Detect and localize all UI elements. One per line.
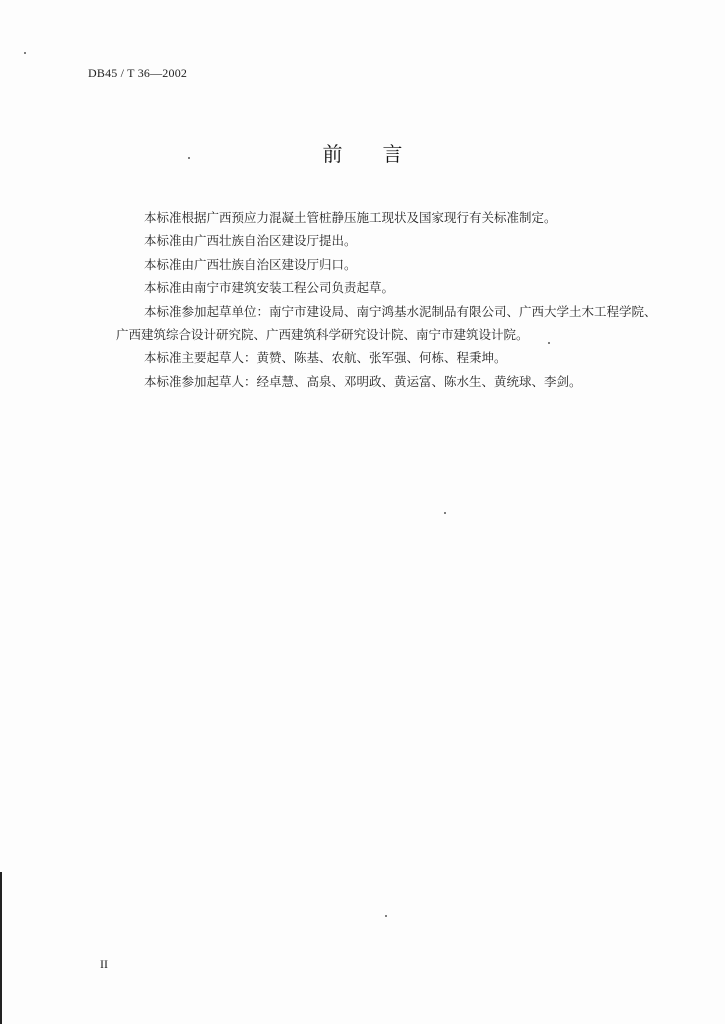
paragraph-participating-units-cont: 广西建筑综合设计研究院、广西建筑科学研究设计院、南宁市建筑设计院。	[116, 327, 529, 343]
scan-speck	[548, 342, 550, 344]
section-title-char-1: 前	[322, 142, 343, 166]
section-title-char-2: 言	[382, 142, 403, 166]
paragraph-proposed-by: 本标准由广西壮族自治区建设厅提出。	[144, 233, 357, 249]
section-title	[0, 138, 725, 167]
scan-speck	[24, 52, 26, 54]
scan-speck	[188, 157, 190, 159]
paragraph-main-drafters: 本标准主要起草人：黄赞、陈基、农航、张军强、何栋、程秉坤。	[144, 350, 507, 366]
scan-speck	[385, 915, 387, 917]
standard-code: DB45 / T 36—2002	[88, 66, 188, 80]
page-number: II	[100, 957, 108, 971]
paragraph-participating-units: 本标准参加起草单位：南宁市建设局、南宁鸿基水泥制品有限公司、广西大学土木工程学院、	[144, 303, 657, 319]
paragraph-drafted-by: 本标准由南宁市建筑安装工程公司负责起草。	[144, 280, 395, 296]
paragraph-managed-by: 本标准由广西壮族自治区建设厅归口。	[144, 256, 357, 272]
paragraph-participating-drafters: 本标准参加起草人：经卓慧、高泉、邓明政、黄运富、陈水生、黄统球、李剑。	[144, 373, 582, 389]
foreword-body	[116, 206, 676, 393]
scan-edge-line	[0, 872, 2, 1024]
scan-speck	[444, 512, 446, 514]
paragraph-basis: 本标准根据广西预应力混凝土管桩静压施工现状及国家现行有关标准制定。	[144, 210, 557, 225]
